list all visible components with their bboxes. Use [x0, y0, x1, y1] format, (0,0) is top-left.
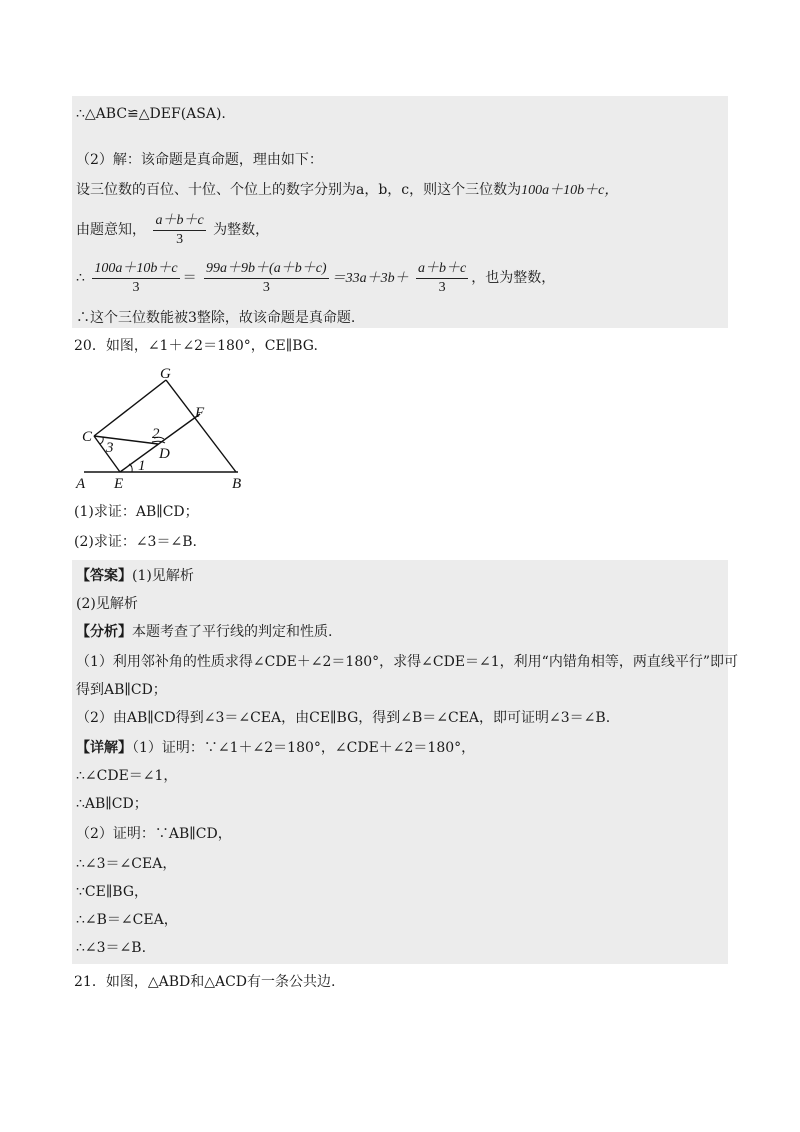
detail-line-4: （2）证明：∵AB∥CD，: [76, 826, 232, 842]
label-d: D: [159, 446, 170, 462]
given-text: 由题意知，: [76, 222, 146, 238]
geometry-figure: [70, 364, 260, 494]
answer-line-2: (2)见解析: [76, 596, 138, 612]
fraction-expanded: [204, 260, 329, 297]
fraction-denominator: 3: [132, 279, 140, 295]
fraction-number-over-3: [92, 260, 179, 297]
setup-text: 设三位数的百位、十位、个位上的数字分别为a，b，c，则这个三位数为: [76, 182, 522, 198]
derivation-end: ，也为整数，: [471, 270, 556, 286]
fraction-denominator: 3: [176, 231, 184, 247]
detail-line-3: ∴AB∥CD；: [76, 796, 148, 812]
label-c: C: [82, 429, 93, 445]
analysis-tag: 【分析】: [76, 624, 132, 640]
fraction-numerator: 99a＋9b＋(a＋b＋c): [204, 260, 329, 279]
analysis-step-1: （1）利用邻补角的性质求得∠CDE＋∠2＝180°，求得∠CDE＝∠1，利用“内错角相等，两直线平行”即可: [76, 654, 738, 670]
fraction-denominator: 3: [262, 279, 270, 295]
detail-line-1: [76, 738, 475, 758]
label-g: G: [160, 366, 171, 382]
derivation-line: [76, 258, 555, 298]
answer-tag: 【答案】: [76, 568, 132, 584]
conclusion-line: ∴△ABC≌△DEF(ASA).: [76, 106, 226, 122]
analysis-text: 本题考查了平行线的判定和性质.: [132, 624, 333, 640]
solution-block-2: [72, 560, 728, 964]
fraction-numerator: a＋b＋c: [153, 212, 205, 231]
detail-text: （1）证明：∵∠1＋∠2＝180°，∠CDE＋∠2＝180°，: [132, 740, 476, 756]
given-line: [76, 210, 269, 250]
final-conclusion: ∴这个三位数能被3整除，故该命题是真命题.: [76, 310, 356, 326]
question-21-stem: 21．如图，△ABD和△ACD有一条公共边.: [74, 974, 336, 990]
label-angle-3: 3: [106, 440, 114, 456]
answer-line: [76, 566, 194, 586]
fraction-sum-over-3: [416, 260, 468, 297]
detail-line-6: ∵CE∥BG，: [76, 884, 149, 900]
analysis-line: [76, 622, 332, 642]
label-a: A: [76, 476, 86, 492]
given-text-end: 为整数，: [213, 222, 270, 238]
setup-line: [76, 180, 618, 200]
detail-line-8: ∴∠3＝∠B.: [76, 940, 147, 956]
question-20-part1: (1)求证：AB∥CD；: [74, 504, 199, 520]
analysis-step-1-cont: 得到AB∥CD；: [76, 682, 167, 698]
label-angle-1: 1: [138, 458, 146, 474]
label-b: B: [232, 476, 242, 492]
equals-sign: ＝: [182, 270, 197, 286]
analysis-step-2: （2）由AB∥CD得到∠3＝∠CEA，由CE∥BG，得到∠B＝∠CEA，即可证明∠3＝∠B.: [76, 710, 611, 726]
answer-text: (1)见解析: [132, 568, 194, 584]
question-20-stem: 20．如图，∠1＋∠2＝180°，CE∥BG.: [74, 338, 318, 354]
angle-arc-3: [100, 437, 103, 444]
number-expression: 100a＋10b＋c，: [521, 183, 619, 198]
detail-tag: 【详解】: [76, 740, 132, 756]
line-ef: [120, 414, 200, 472]
label-angle-2: 2: [152, 426, 160, 442]
fraction-numerator: a＋b＋c: [416, 260, 468, 279]
label-f: F: [195, 405, 205, 421]
fraction-sum-over-3: [153, 212, 205, 249]
fraction-denominator: 3: [438, 279, 446, 295]
detail-line-7: ∴∠B＝∠CEA，: [76, 912, 178, 928]
label-e: E: [114, 476, 124, 492]
fraction-numerator: 100a＋10b＋c: [92, 260, 179, 279]
detail-line-2: ∴∠CDE＝∠1，: [76, 768, 178, 784]
detail-line-5: ∴∠3＝∠CEA，: [76, 856, 177, 872]
therefore-symbol: ∴: [76, 270, 85, 286]
part2-intro: （2）解：该命题是真命题，理由如下：: [76, 152, 323, 168]
line-gb: [166, 380, 236, 472]
simplified-terms: ＝33a＋3b＋: [331, 271, 409, 286]
question-20-part2: (2)求证：∠3＝∠B.: [74, 534, 197, 550]
